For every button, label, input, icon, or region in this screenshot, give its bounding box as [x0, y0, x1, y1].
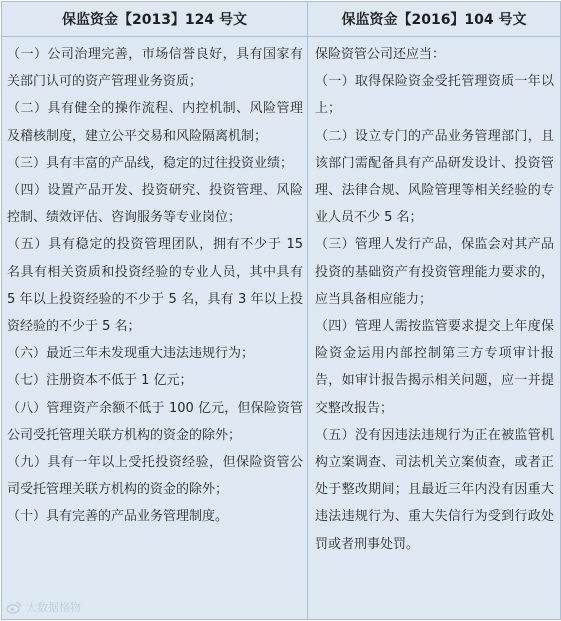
content-row: [2, 37, 561, 620]
left-item-7: （七）注册资本不低于 1 亿元；: [7, 373, 193, 389]
left-item-2: （二）具有健全的操作流程、内控机制、风险管理及稽核制度，建立公平交易和风险隔离机制；: [7, 101, 303, 144]
left-item-4: （四）设置产品开发、投资研究、投资管理、风险控制、绩效评估、咨询服务等专业岗位；: [7, 183, 303, 226]
left-column-requirements: [2, 37, 308, 620]
right-item-1: （一）取得保险资金受托管理资质一年以上；: [315, 74, 554, 117]
comparison-table: [1, 1, 561, 620]
watermark-text: 大数据格物: [26, 601, 81, 614]
header-2013-document: 保监资金【2013】124 号文: [2, 2, 308, 37]
left-item-10: （十）具有完善的产品业务管理制度。: [7, 509, 229, 525]
left-item-8: （八）管理资产余额不低于 100 亿元，但保险资管公司受托管理关联方机构的资金的除外；: [7, 400, 303, 443]
header-row: [2, 2, 561, 37]
right-column-requirements: [308, 37, 561, 620]
left-item-3: （三）具有丰富的产品线，稳定的过往投资业绩；: [7, 155, 294, 171]
left-item-9: （九）具有一年以上受托投资经验，但保险资管公司受托管理关联方机构的资金的除外；: [7, 455, 303, 498]
left-item-6: （六）最近三年未发现重大违法违规行为；: [7, 346, 255, 362]
right-intro: 保险资管公司还应当：: [315, 47, 446, 62]
right-item-2: （二）设立专门的产品业务管理部门，且该部门需配备具有产品研发设计、投资管理、法律合规、风险管理等相关经验的专业人员不少 5 名；: [315, 128, 554, 226]
right-item-5: （五）没有因违法违规行为正在被监管机构立案调查、司法机关立案侦查，或者正处于整改期间；且最近三年内没有因重大违法违规行为、重大失信行为受到行政处罚或者刑事处罚。: [315, 427, 554, 552]
right-item-4: （四）管理人需按监管要求提交上年度保险资金运用内部控制第三方专项审计报告，如审计报告揭示相关问题，应一并提交整改报告；: [315, 319, 554, 416]
right-item-3: （三）管理人发行产品，保监会对其产品投资的基础资产有投资管理能力要求的，应当具备相应能力；: [315, 237, 554, 307]
left-item-5: （五）具有稳定的投资管理团队，拥有不少于 15 名具有相关资质和投资经验的专业人员，其中具有 5 年以上投资经验的不少于 5 名，具有 3 年以上投资经验的不少于 5 名；: [7, 237, 303, 335]
left-item-1: （一）公司治理完善，市场信誉良好，具有国家有关部门认可的资产管理业务资质；: [7, 47, 303, 90]
header-2016-document: 保监资金【2016】104 号文: [308, 2, 561, 37]
